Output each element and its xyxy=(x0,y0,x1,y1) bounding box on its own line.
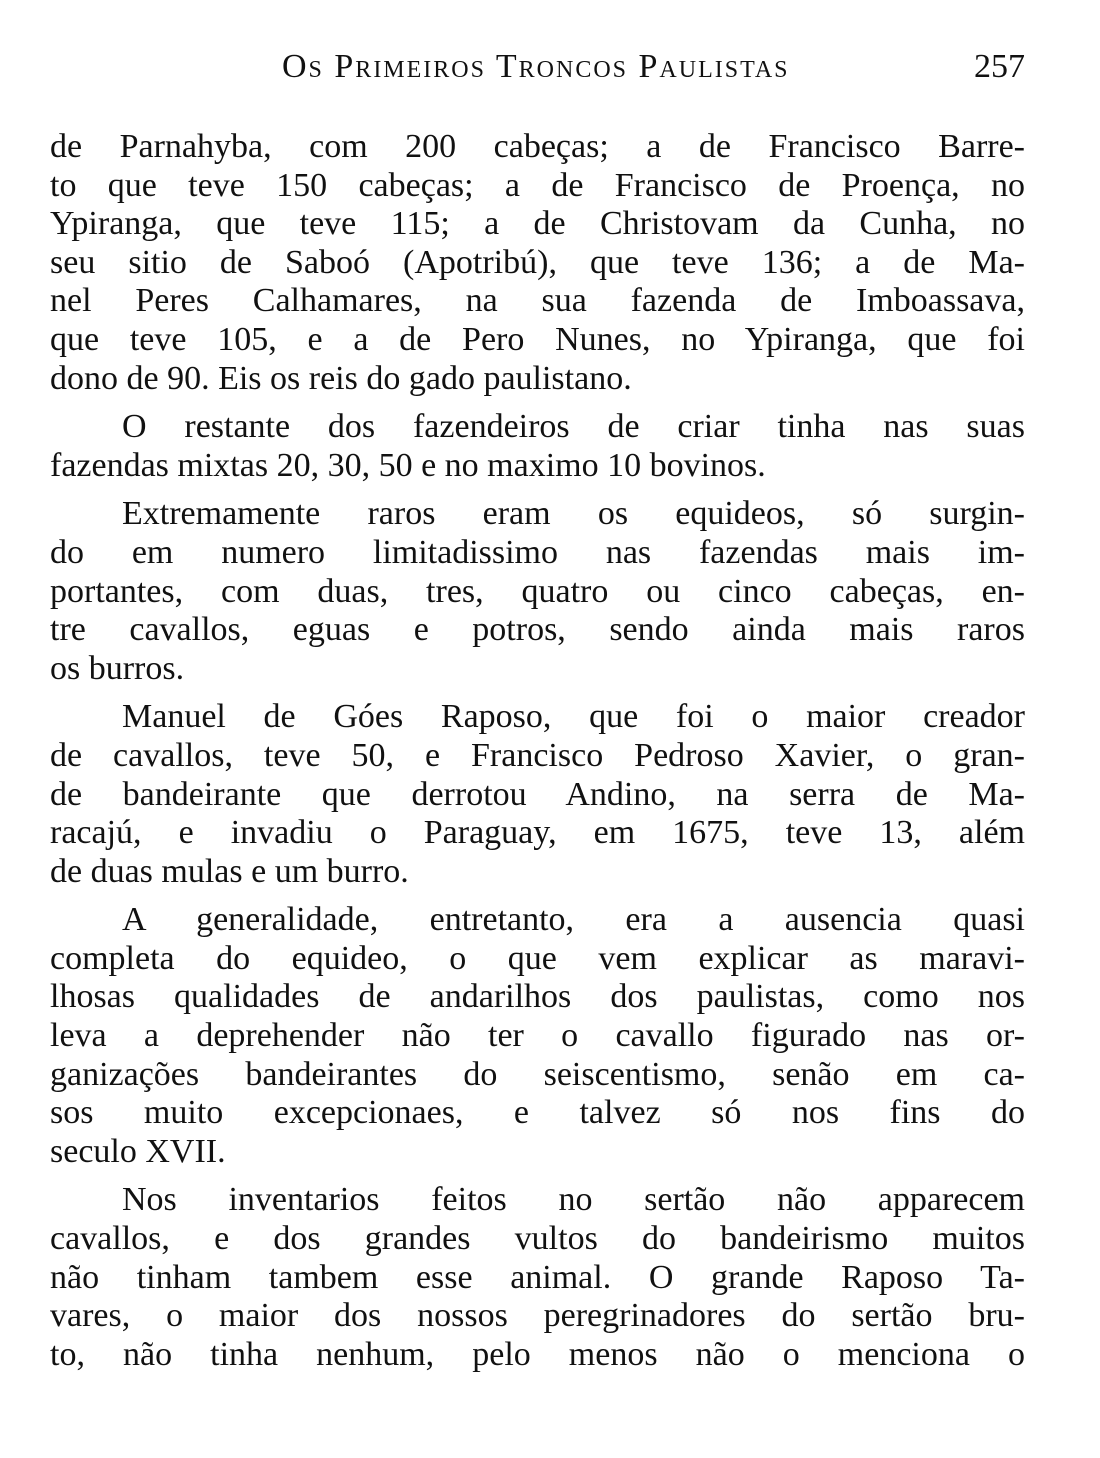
text-line: sos muito excepcionaes, e talvez só nos fins do xyxy=(50,1094,1025,1132)
running-title: Os Primeiros Troncos Paulistas xyxy=(282,48,790,85)
text-line: lhosas qualidades de andarilhos dos paulistas, como nos xyxy=(50,978,1025,1016)
text-line: dono de 90. Eis os reis do gado paulistano. xyxy=(50,359,632,397)
text-line: do em numero limitadissimo nas fazendas mais im- xyxy=(50,533,1025,571)
text-line: de bandeirante que derrotou Andino, na serra de Ma- xyxy=(50,775,1025,813)
paragraph xyxy=(50,1181,1025,1374)
text-line: racajú, e invadiu o Paraguay, em 1675, teve 13, além xyxy=(50,814,1025,852)
text-line: de Parnahyba, com 200 cabeças; a de Francisco Barre- xyxy=(50,128,1025,165)
paragraph xyxy=(50,698,1025,891)
text-line: fazendas mixtas 20, 30, 50 e no maximo 10 bovinos. xyxy=(50,446,766,484)
page-header xyxy=(50,48,1025,92)
page-number: 257 xyxy=(974,48,1025,85)
text-line: os burros. xyxy=(50,649,185,687)
text-line: Extremamente raros eram os equideos, só surgin- xyxy=(122,495,1025,533)
text-line: completa do equideo, o que vem explicar as maravi- xyxy=(50,939,1025,977)
text-line: seu sitio de Saboó (Apotribú), que teve 136; a de Ma- xyxy=(50,243,1025,281)
text-line: nel Peres Calhamares, na sua fazenda de Imboassava, xyxy=(50,282,1025,320)
text-line: to, não tinha nenhum, pelo menos não o menciona o xyxy=(50,1335,1025,1373)
text-line: Manuel de Góes Raposo, que foi o maior creador xyxy=(122,698,1025,736)
text-line: leva a deprehender não ter o cavallo figurado nas or- xyxy=(50,1017,1025,1055)
text-line: de cavallos, teve 50, e Francisco Pedroso Xavier, o gran- xyxy=(50,736,1025,774)
paragraph xyxy=(50,408,1025,485)
paragraph xyxy=(50,495,1025,688)
text-line: Ypiranga, que teve 115; a de Christovam da Cunha, no xyxy=(50,205,1025,243)
text-line: seculo XVII. xyxy=(50,1132,226,1170)
text-line: cavallos, e dos grandes vultos do bandeirismo muitos xyxy=(50,1220,1025,1258)
text-line: portantes, com duas, tres, quatro ou cinco cabeças, en- xyxy=(50,572,1025,610)
text-line: A generalidade, entretanto, era a ausencia quasi xyxy=(122,901,1025,939)
text-line: O restante dos fazendeiros de criar tinha nas suas xyxy=(122,408,1025,446)
text-line: Nos inventarios feitos no sertão não apparecem xyxy=(122,1181,1025,1219)
text-line: tre cavallos, eguas e potros, sendo ainda mais raros xyxy=(50,611,1025,649)
paragraph xyxy=(50,901,1025,1171)
text-line: não tinham tambem esse animal. O grande Raposo Ta- xyxy=(50,1258,1025,1296)
body-text xyxy=(50,128,1025,1384)
text-line: que teve 105, e a de Pero Nunes, no Ypiranga, que foi xyxy=(50,320,1025,358)
text-line: vares, o maior dos nossos peregrinadores do sertão bru- xyxy=(50,1297,1025,1335)
text-line: to que teve 150 cabeças; a de Francisco de Proença, no xyxy=(50,166,1025,204)
paragraph xyxy=(50,128,1025,398)
text-line: ganizações bandeirantes do seiscentismo, senão em ca- xyxy=(50,1055,1025,1093)
text-line: de duas mulas e um burro. xyxy=(50,852,409,890)
